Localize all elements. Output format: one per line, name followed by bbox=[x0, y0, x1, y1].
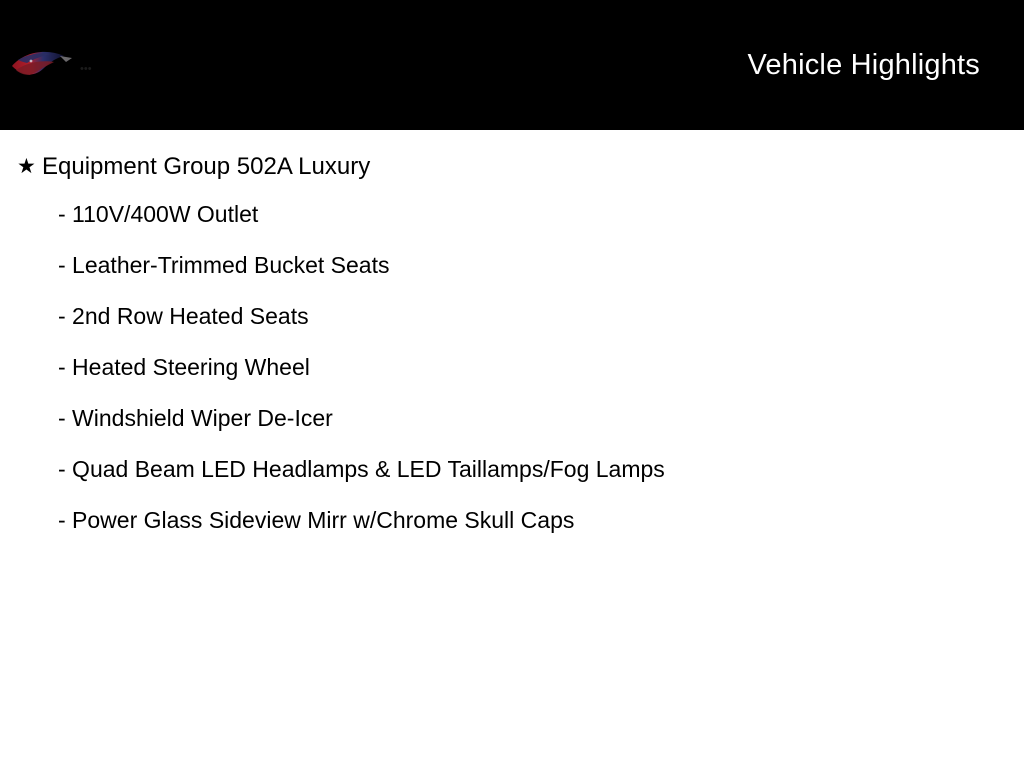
star-icon: ★ bbox=[17, 155, 36, 178]
svg-text:•••: ••• bbox=[80, 63, 92, 75]
eagle-flag-logo-icon bbox=[10, 44, 140, 86]
bullet-item-label: Equipment Group 502A Luxury bbox=[42, 153, 371, 180]
list-item-label: - Heated Steering Wheel bbox=[58, 354, 310, 380]
list-item bbox=[14, 352, 994, 382]
list-item-label: - 110V/400W Outlet bbox=[58, 201, 259, 227]
list-item bbox=[14, 250, 994, 280]
page-title: Vehicle Highlights bbox=[747, 49, 980, 81]
list-item-label: - 2nd Row Heated Seats bbox=[58, 303, 309, 329]
list-item-label: - Quad Beam LED Headlamps & LED Taillamps/Fog Lamps bbox=[58, 456, 665, 482]
slide-content bbox=[0, 130, 1024, 768]
bullet-item bbox=[14, 152, 994, 182]
list-item-label: - Power Glass Sideview Mirr w/Chrome Skull Caps bbox=[58, 507, 575, 533]
list-item bbox=[14, 301, 994, 331]
list-item bbox=[14, 454, 994, 484]
list-item bbox=[14, 505, 994, 535]
list-item bbox=[14, 199, 994, 229]
list-item-label: - Windshield Wiper De-Icer bbox=[58, 405, 333, 431]
list-item bbox=[14, 403, 994, 433]
list-item-label: - Leather-Trimmed Bucket Seats bbox=[58, 252, 390, 278]
slide-header bbox=[0, 0, 1024, 130]
